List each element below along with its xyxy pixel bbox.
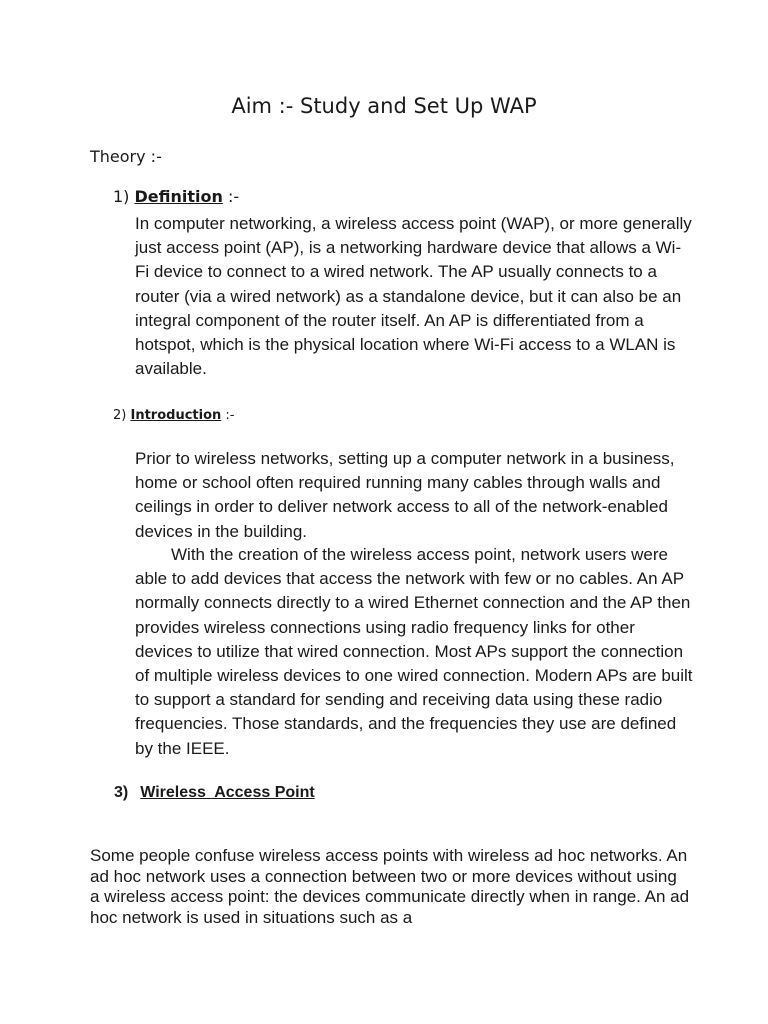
- section-heading-text: Wireless Access Point: [140, 784, 315, 801]
- page-title: Aim :- Study and Set Up WAP: [231, 94, 537, 118]
- introduction-paragraph-1: Prior to wireless networks, setting up a computer network in a business, home or school often required running many cables through walls and ceilings in order to deliver network access to all of the network-enabled devices in the building.: [135, 449, 675, 541]
- section-number: 2): [113, 408, 127, 423]
- section-introduction-heading: [113, 408, 234, 423]
- theory-label: Theory :-: [90, 147, 162, 166]
- definition-paragraph: In computer networking, a wireless access point (WAP), or more generally just access point (AP), is a networking hardware device that allows a Wi-Fi device to connect to a wired network. The AP usually connects to a router (via a wired network) as a standalone device, but it can also be an integral component of the router itself. An AP is differentiated from a hotspot, which is the physical location where Wi-Fi access to a WLAN is available.: [135, 214, 692, 379]
- introduction-paragraph-2: With the creation of the wireless access point, network users were able to add devices that access the network with few or no cables. An AP normally connects directly to a wired Ethernet connection and the AP then provides wireless connections using radio frequency links for other devices to utilize that wired connection. Most APs support the connection of multiple wireless devices to one wired connection. Modern APs are built to support a standard for sending and receiving data using these radio frequencies. Those standards, and the frequencies they use are defined by the IEEE.: [135, 545, 693, 758]
- section-heading-suffix: :-: [221, 408, 235, 423]
- section-heading-text: Definition: [134, 187, 223, 206]
- section-wap-heading: [114, 784, 315, 802]
- section-heading-suffix: :-: [222, 187, 240, 206]
- section-definition-heading: [113, 187, 239, 206]
- section-number: 1): [113, 187, 130, 206]
- wap-paragraph: Some people confuse wireless access points with wireless ad hoc networks. An ad hoc network uses a connection between two or more devices without using a wireless access point: the devices communicate directly when in range. An ad hoc network is used in situations such as a: [90, 846, 690, 927]
- section-heading-text: Introduction: [130, 408, 222, 423]
- section-number: 3): [114, 784, 129, 801]
